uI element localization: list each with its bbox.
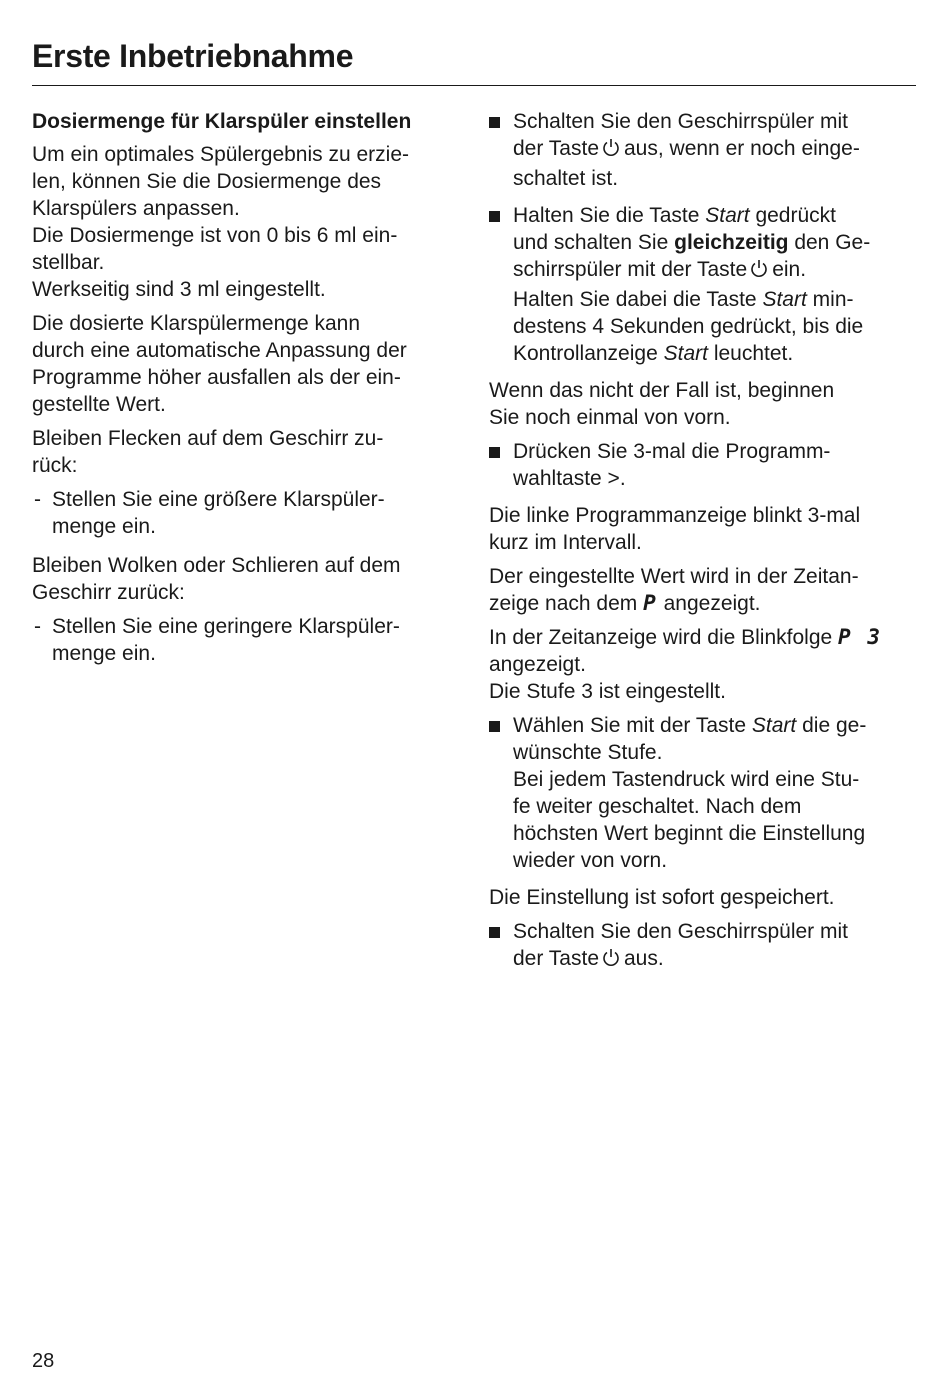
dash-marker: - [34,488,41,511]
square-bullet-icon [489,927,500,938]
square-bullet-icon [489,447,500,458]
paragraph-blink: Die linke Programmanzeige blinkt 3-mal kurz im Intervall. [489,504,861,554]
segment-display-p3: P 3 [838,625,882,649]
paragraph-retry: Wenn das nicht der Fall ist, beginnen Sie noch einmal von vorn. [489,379,835,429]
paragraph-auto-adjust: Die dosierte Klarspülermenge kann durch eine automatische Anpassung der Programme höher ausfallen als der ein- gestellte Wert. [32,312,407,416]
page-number: 28 [32,1350,55,1372]
page-title: Erste Inbetriebnahme [32,38,354,74]
paragraph-time-display: Der eingestellte Wert wird in der Zeitan- zeige nach dem P angezeigt. [489,565,859,615]
step-hold-start: Halten Sie die Taste Start gedrückt und schalten Sie gleichzeitig den Ge- schirrspüler mit der Taste ein. Halten Sie dabei die Taste Start min- destens 4 Sekunden gedrückt, bis die Kontrollanzeige Start leuchtet. [489,202,919,367]
right-column [489,108,919,985]
step-switch-off: Schalten Sie den Geschirrspüler mit der Taste aus, wenn er noch einge- schaltet ist. [489,108,919,192]
segment-display-p: P [643,591,658,615]
paragraph-saved: Die Einstellung ist sofort gespeichert. [489,886,835,909]
paragraph-dosing-intro: Um ein optimales Spülergebnis zu erzie- len, können Sie die Dosiermenge des Klarspülers anpassen. Die Dosiermenge ist von 0 bis 6 ml ein- stellbar. Werkseitig sind 3 ml eingestellt. [32,143,410,301]
square-bullet-icon [489,211,500,222]
section-heading: Dosiermenge für Klarspüler einstellen [32,110,412,133]
left-column [32,108,462,679]
power-icon [602,948,620,975]
step-switch-off-final: Schalten Sie den Geschirrspüler mit der Taste aus. [489,918,919,975]
dash-item-decrease: - Stellen Sie eine geringere Klarspüler- menge ein. [34,615,400,665]
square-bullet-icon [489,117,500,128]
page-header [32,38,916,86]
power-icon [602,138,620,165]
square-bullet-icon [489,721,500,732]
step-choose-level: Wählen Sie mit der Taste Start die ge- wünschte Stufe. Bei jedem Tastendruck wird eine Stu- fe weiter geschaltet. Nach dem höchsten Wert beginnt die Einstellung wieder von vorn. [489,712,919,874]
power-icon [750,259,768,286]
step-program-select: Drücken Sie 3-mal die Programm- wahltaste >. [489,438,919,492]
paragraph-spots: Bleiben Flecken auf dem Geschirr zu- rück: [32,427,384,477]
dash-marker: - [34,615,41,638]
dash-item-increase: - Stellen Sie eine größere Klarspüler- menge ein. [34,488,385,538]
paragraph-blink-sequence: In der Zeitanzeige wird die Blinkfolge P 3 angezeigt. Die Stufe 3 ist eingestellt. [489,625,882,703]
paragraph-streaks: Bleiben Wolken oder Schlieren auf dem Geschirr zurück: [32,554,401,604]
